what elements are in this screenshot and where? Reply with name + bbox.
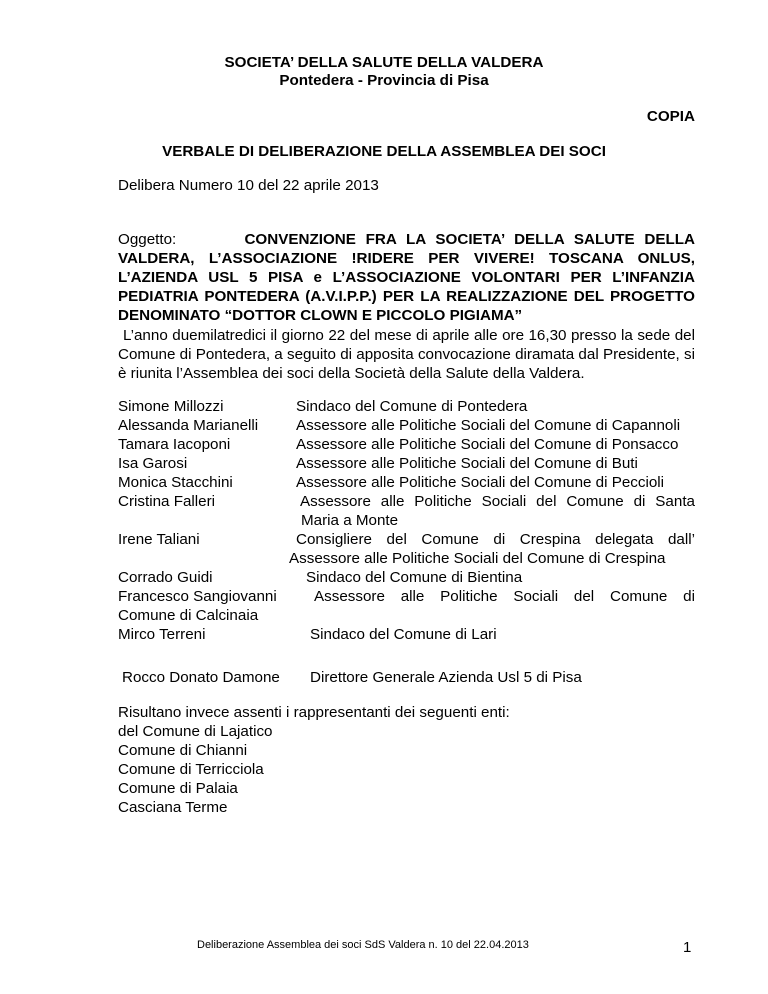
- member-role-continued: Assessore alle Politiche Sociali del Comune di Crespina: [289, 550, 666, 567]
- oggetto-block: [118, 230, 695, 325]
- document-title: VERBALE DI DELIBERAZIONE DELLA ASSEMBLEA DEI SOCI: [162, 143, 606, 160]
- member-name: Corrado Guidi: [118, 569, 213, 586]
- absent-item: Comune di Palaia: [118, 780, 238, 797]
- director-name: Rocco Donato Damone: [122, 669, 280, 686]
- member-name: Cristina Falleri: [118, 493, 216, 510]
- member-name: Tamara Iacoponi: [118, 436, 231, 453]
- member-name: Alessanda Marianelli: [118, 417, 259, 434]
- intro-paragraph: L’anno duemilatredici il giorno 22 del mese di aprile alle ore 16,30 presso la sede del Comune di Pontedera, a seguito di apposita convocazione diramata dal Presidente, si è riunita l’Assemblea dei soci della Società della Salute della Valdera.: [118, 327, 695, 382]
- member-name: Mirco Terreni: [118, 626, 206, 643]
- absent-intro: Risultano invece assenti i rappresentanti dei seguenti enti:: [118, 704, 510, 721]
- member-role: Assessore alle Politiche Sociali del Comune di Santa: [300, 493, 695, 510]
- header-location: Pontedera - Provincia di Pisa: [279, 72, 489, 89]
- member-name: Irene Taliani: [118, 531, 200, 548]
- member-role: Assessore alle Politiche Sociali del Comune di Capannoli: [296, 417, 681, 434]
- member-role: Assessore alle Politiche Sociali del Comune di: [314, 588, 695, 605]
- absent-item: del Comune di Lajatico: [118, 723, 273, 740]
- member-role-continued: Maria a Monte: [301, 512, 399, 529]
- page-number: 1: [683, 939, 692, 956]
- member-name: Monica Stacchini: [118, 474, 233, 491]
- member-role: Sindaco del Comune di Pontedera: [296, 398, 528, 415]
- member-name: Isa Garosi: [118, 455, 188, 472]
- member-name: Simone Millozzi: [118, 398, 224, 415]
- member-role: Assessore alle Politiche Sociali del Comune di Peccioli: [296, 474, 665, 491]
- copy-label: COPIA: [646, 108, 695, 125]
- oggetto-text: CONVENZIONE FRA LA SOCIETA’ DELLA SALUTE DELLA VALDERA, L’ASSOCIAZIONE !RIDERE PER VIVERE! TOSCANA ONLUS, L’AZIENDA USL 5 PISA e L’ASSOCIAZIONE VOLONTARI PER L’INFANZIA PEDIATRIA PONTEDERA (A.V.I.P.P.) PER LA REALIZZAZIONE DEL PROGETTO DENOMINATO “DOTTOR CLOWN E PICCOLO PIGIAMA”: [118, 231, 695, 324]
- member-name-continued: Comune di Calcinaia: [118, 607, 259, 624]
- member-name: Francesco Sangiovanni: [118, 588, 277, 605]
- member-role: Assessore alle Politiche Sociali del Comune di Buti: [296, 455, 638, 472]
- delibera-number: Delibera Numero 10 del 22 aprile 2013: [118, 177, 379, 194]
- member-role: Assessore alle Politiche Sociali del Comune di Ponsacco: [296, 436, 679, 453]
- absent-item: Casciana Terme: [118, 799, 228, 816]
- header-org: SOCIETA’ DELLA SALUTE DELLA VALDERA: [224, 54, 544, 71]
- absent-item: Comune di Chianni: [118, 742, 248, 759]
- absent-item: Comune di Terricciola: [118, 761, 264, 778]
- member-role: Sindaco del Comune di Bientina: [306, 569, 523, 586]
- member-role: Sindaco del Comune di Lari: [310, 626, 497, 643]
- oggetto-label: Oggetto:: [118, 231, 177, 248]
- member-role: Consigliere del Comune di Crespina delegata dall’: [296, 531, 695, 548]
- director-role: Direttore Generale Azienda Usl 5 di Pisa: [310, 669, 582, 686]
- footer-text: Deliberazione Assemblea dei soci SdS Valdera n. 10 del 22.04.2013: [197, 939, 529, 951]
